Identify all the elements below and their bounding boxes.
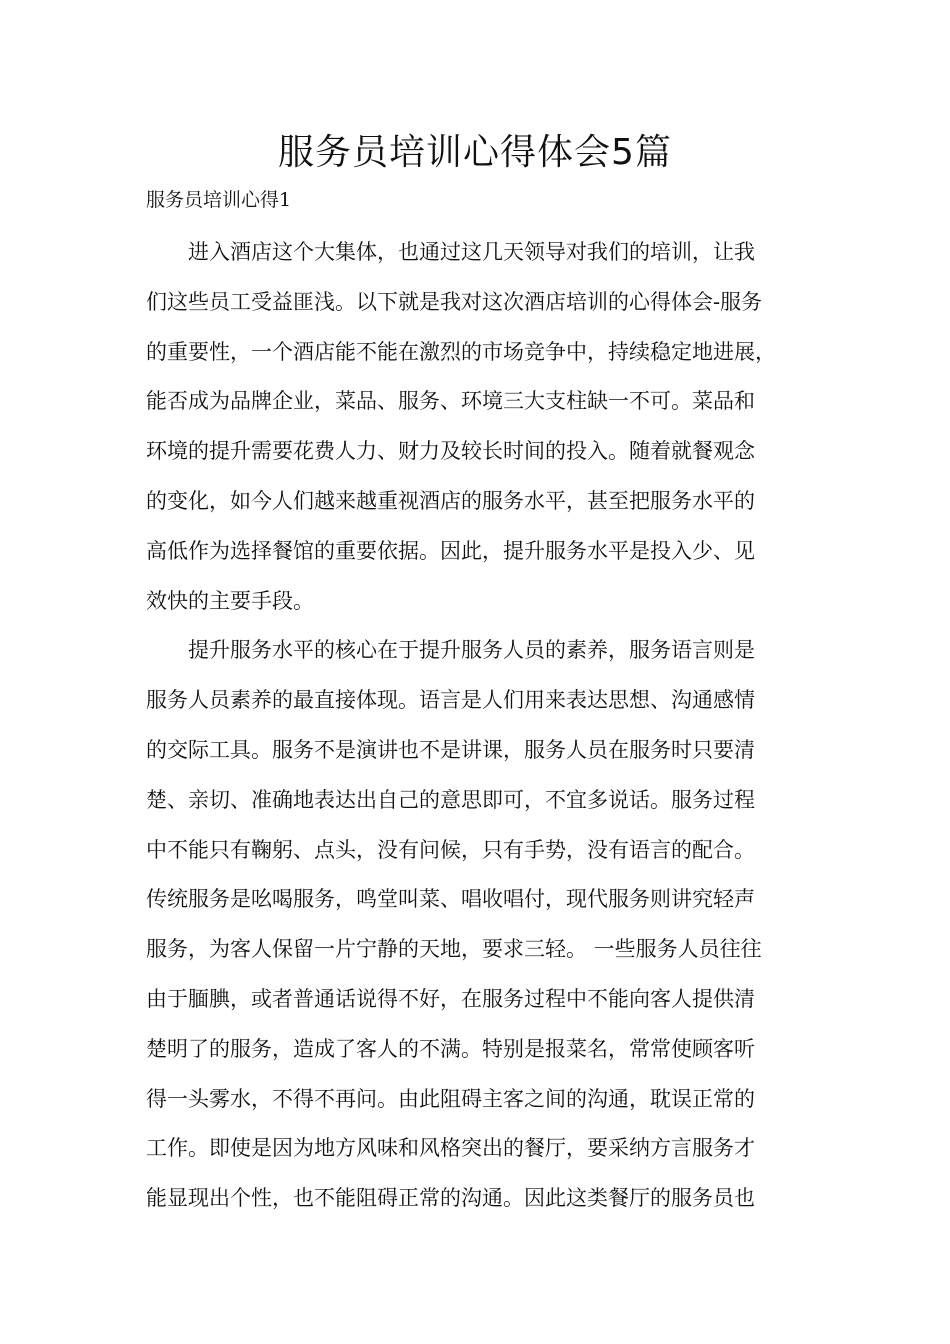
text-line: 由于腼腆，或者普通话说得不好，在服务过程中不能向客人提供清 — [146, 987, 755, 1011]
text-line: 效快的主要手段。 — [146, 589, 314, 613]
text-line: 能显现出个性，也不能阻碍正常的沟通。因此这类餐厅的服务员也 — [146, 1186, 755, 1210]
text-line: 提升服务水平的核心在于提升服务人员的素养，服务语言则是 — [188, 638, 755, 662]
text-line: 工作。即使是因为地方风味和风格突出的餐厅，要采纳方言服务才 — [146, 1136, 755, 1160]
document-title: 服务员培训心得体会5篇 — [278, 132, 672, 173]
text-line: 们这些员工受益匪浅。以下就是我对这次酒店培训的心得体会-服务 — [146, 290, 763, 314]
text-line: 环境的提升需要花费人力、财力及较长时间的投入。随着就餐观念 — [146, 439, 755, 463]
text-line: 进入酒店这个大集体，也通过这几天领导对我们的培训，让我 — [188, 240, 755, 264]
text-line: 的变化，如今人们越来越重视酒店的服务水平，甚至把服务水平的 — [146, 489, 755, 513]
text-line: 服务人员素养的最直接体现。语言是人们用来表达思想、沟通感情 — [146, 688, 755, 712]
text-line: 得一头雾水，不得不再问。由此阻碍主客之间的沟通，耽误正常的 — [146, 1087, 755, 1111]
text-line: 楚明了的服务，造成了客人的不满。特别是报菜名，常常使顾客听 — [146, 1037, 755, 1061]
text-line: 服务，为客人保留一片宁静的天地，要求三轻。 一些服务人员往往 — [146, 937, 762, 961]
text-line: 传统服务是吆喝服务，鸣堂叫菜、唱收唱付，现代服务则讲究轻声 — [146, 887, 755, 911]
text-line: 高低作为选择餐馆的重要依据。因此，提升服务水平是投入少、见 — [146, 539, 755, 563]
text-line: 能否成为品牌企业，菜品、服务、环境三大支柱缺一不可。菜品和 — [146, 389, 755, 413]
text-line: 的交际工具。服务不是演讲也不是讲课，服务人员在服务时只要清 — [146, 738, 755, 762]
text-line: 楚、亲切、准确地表达出自己的意思即可，不宜多说话。服务过程 — [146, 788, 755, 812]
section-heading: 服务员培训心得1 — [146, 189, 292, 211]
text-line: 的重要性，一个酒店能不能在激烈的市场竞争中，持续稳定地进展， — [146, 340, 776, 364]
text-line: 中不能只有鞠躬、点头，没有问候，只有手势，没有语言的配合。 — [146, 838, 755, 862]
